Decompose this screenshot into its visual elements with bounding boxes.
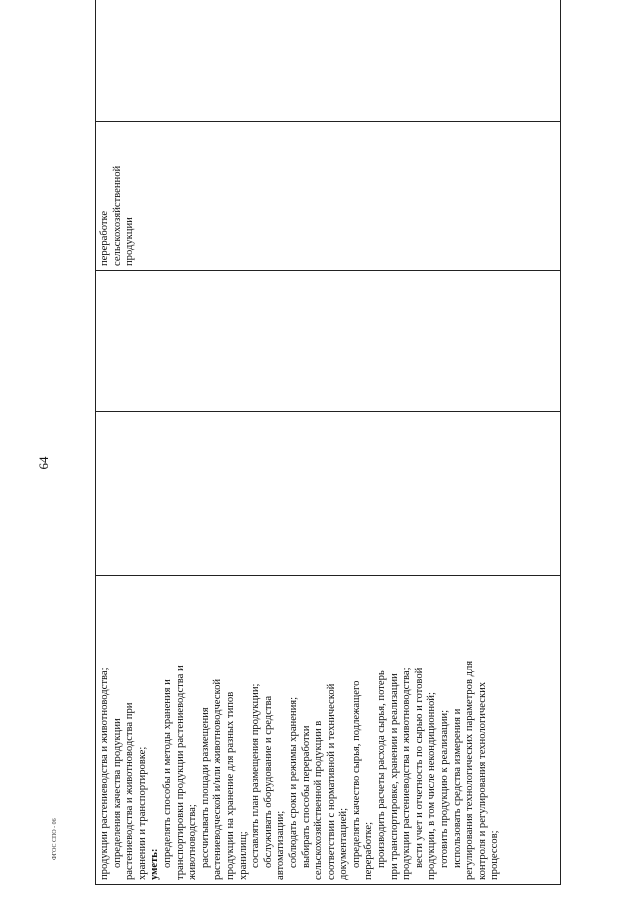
text-line: сельскохозяйственной (111, 165, 123, 266)
text-line: автоматизации; (275, 810, 287, 880)
text-line: продукции растениеводства и животноводства; (401, 667, 413, 880)
text-line: уметь: (149, 848, 161, 880)
text-line: транспортировки продукции растениеводства и (174, 665, 186, 880)
text-line: обслуживать оборудование и средства (262, 695, 274, 868)
text-line: контроля и регулирования технологических (476, 681, 488, 880)
text-line: определять способы и методы хранения и (161, 679, 173, 868)
module-name-cell (96, 122, 561, 271)
text-line: растениеводческой и/или животноводческой (212, 678, 224, 880)
text-line: документацией; (338, 807, 350, 880)
text-line: определять качество сырья, подлежащего (350, 680, 362, 868)
text-line: соответствии с нормативной и технической (325, 683, 337, 880)
text-line: вести учет и отчетность по сырью и готовой (413, 667, 425, 868)
text-line: продукции (124, 217, 136, 266)
text-line: рассчитывать площади размещения (199, 707, 211, 868)
text-line: регулирования технологических параметров для (464, 660, 476, 880)
text-line: соблюдать сроки и режимы хранения; (287, 696, 299, 868)
knowledge-skills-text (99, 580, 502, 880)
text-line: выбирать способы переработки (300, 725, 312, 868)
text-line: продукции растениеводства и животноводства; (99, 667, 110, 880)
text-line: хранении и транспортировке; (136, 746, 148, 880)
text-line: продукции на хранение для разных типов (224, 691, 236, 880)
text-line: сельскохозяйственной продукции в (313, 720, 325, 880)
text-line: продукции, в том числе некондиционной; (426, 692, 438, 880)
text-line: переработке; (363, 821, 375, 880)
text-line: определения качества продукции (111, 718, 123, 868)
curriculum-table (95, 0, 561, 885)
empty-cell-3 (96, 271, 561, 412)
knowledge-skills-cell (96, 576, 561, 885)
empty-cell-5 (96, 0, 561, 122)
text-line: растениеводства и животноводства при (124, 702, 136, 880)
text-line: производить расчеты расхода сырья, потерь (376, 670, 388, 868)
rotated-table-wrapper (95, 40, 561, 885)
text-line: использовать средства измерения и (451, 708, 463, 868)
text-line: готовить продукцию к реализации; (439, 709, 451, 868)
text-line: при транспортировке, хранении и реализации (388, 673, 400, 880)
empty-cell-2 (96, 412, 561, 576)
text-line: процессов; (489, 830, 501, 880)
text-line: составлять план размещения продукции; (250, 683, 262, 868)
footer-code: ФГОС СПО - 06 (52, 818, 58, 860)
text-line: переработке (99, 210, 110, 266)
module-name-text (99, 126, 137, 266)
text-line: животноводства; (187, 804, 199, 880)
page-number: 64 (36, 456, 51, 470)
text-line: хранилищ; (237, 831, 249, 880)
table-row (96, 0, 561, 885)
